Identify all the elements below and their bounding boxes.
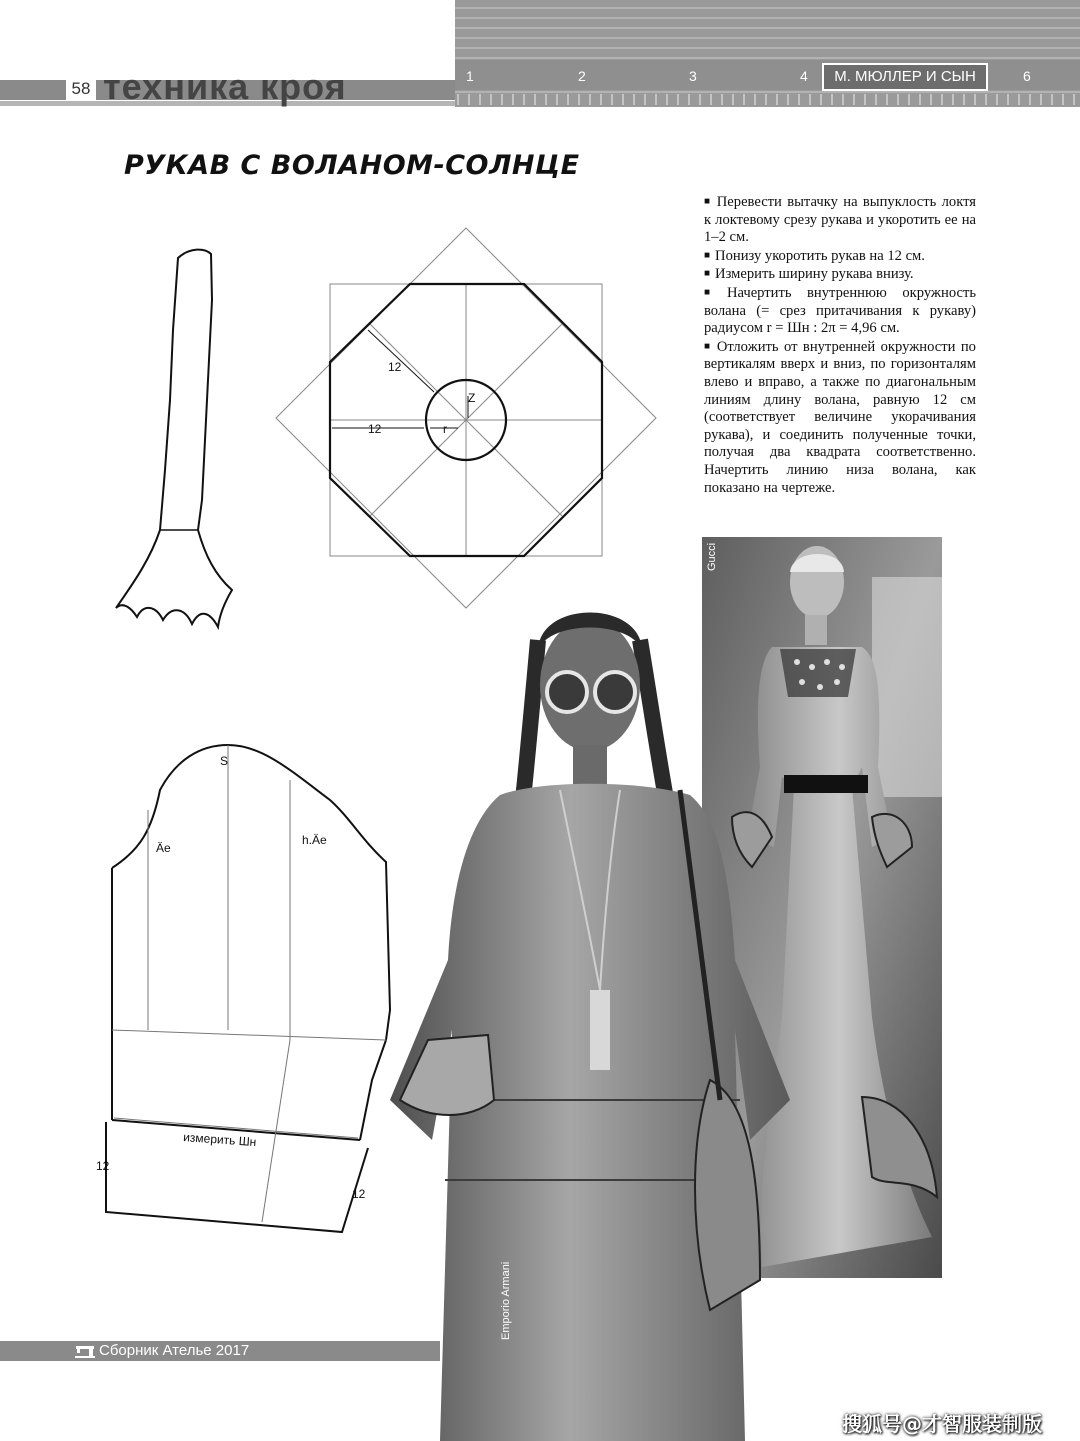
- article-title: РУКАВ С ВОЛАНОМ-СОЛНЦЕ: [124, 150, 580, 181]
- gucci-credit: Gucci: [706, 542, 718, 571]
- instruction-item: ■ Перевести вытачку на выпуклость локтя к локтевому срезу рукава и укоротить ее на 1–2 см.: [704, 194, 976, 246]
- center-label: Z: [468, 391, 476, 405]
- ruler-number: 2: [578, 68, 586, 84]
- page-number: 58: [66, 77, 96, 101]
- brand-label: М. МЮЛЛЕР И СЫН: [822, 63, 988, 91]
- bullet-icon: ■: [704, 340, 712, 352]
- back-notch-label: h.Äe: [302, 833, 327, 847]
- section-title: техника кроя: [103, 66, 347, 107]
- bullet-icon: ■: [704, 249, 711, 261]
- horiz-dim-label: 12: [368, 422, 382, 436]
- bullet-icon: ■: [704, 196, 712, 207]
- right-length-label: 12: [352, 1187, 366, 1201]
- instruction-item: ■ Измерить ширину рукава внизу.: [704, 266, 914, 283]
- diag-dim-label: 12: [388, 360, 402, 374]
- top-point-label: S: [220, 754, 229, 768]
- footer-text: Сборник Ателье 2017: [99, 1342, 250, 1359]
- ruler-number: 1: [466, 68, 474, 84]
- instructions: [704, 193, 976, 497]
- armani-model-figure: [390, 580, 802, 1441]
- bullet-icon: ■: [704, 286, 722, 298]
- sleeve-with-flounce-drawing: [100, 240, 240, 640]
- left-length-label: 12: [96, 1159, 110, 1173]
- instruction-item: ■ Начертить внутреннюю окружность волана (= срез притачивания к рукаву) радиусом r = Шн : 2π = 4,96 см.: [704, 284, 976, 337]
- watermark: 搜狐号@才智服装制版: [842, 1412, 1042, 1436]
- radius-label: r: [443, 422, 447, 436]
- sleeve-pattern-drawing: [95, 735, 400, 1240]
- instruction-item: ■ Отложить от внутренней окружности по вертикалям вверх и вниз, по горизонталям влево и вправо, а также по диагональным линиям длину волана, равную 12 см (соответствует величине укорачивания рукава), и соединить полученные точки, получая два квадрата соответственно. Начертить линию низа волана, как показано на чертеже.: [704, 338, 976, 496]
- measure-label: измерить Шн: [182, 1130, 257, 1150]
- instruction-item: ■ Понизу укоротить рукав на 12 см.: [704, 247, 925, 264]
- flounce-circle-diagram: [270, 220, 666, 616]
- ruler-number: 4: [800, 68, 808, 84]
- front-notch-label: Äe: [156, 841, 171, 855]
- runway-photo-armani: [390, 580, 802, 1441]
- bullet-icon: ■: [704, 268, 711, 280]
- ruler-number: 3: [689, 68, 697, 84]
- ruler-number: 6: [1023, 68, 1031, 84]
- armani-credit: Emporio Armani: [500, 1261, 512, 1340]
- sewing-machine-icon: [75, 1343, 95, 1359]
